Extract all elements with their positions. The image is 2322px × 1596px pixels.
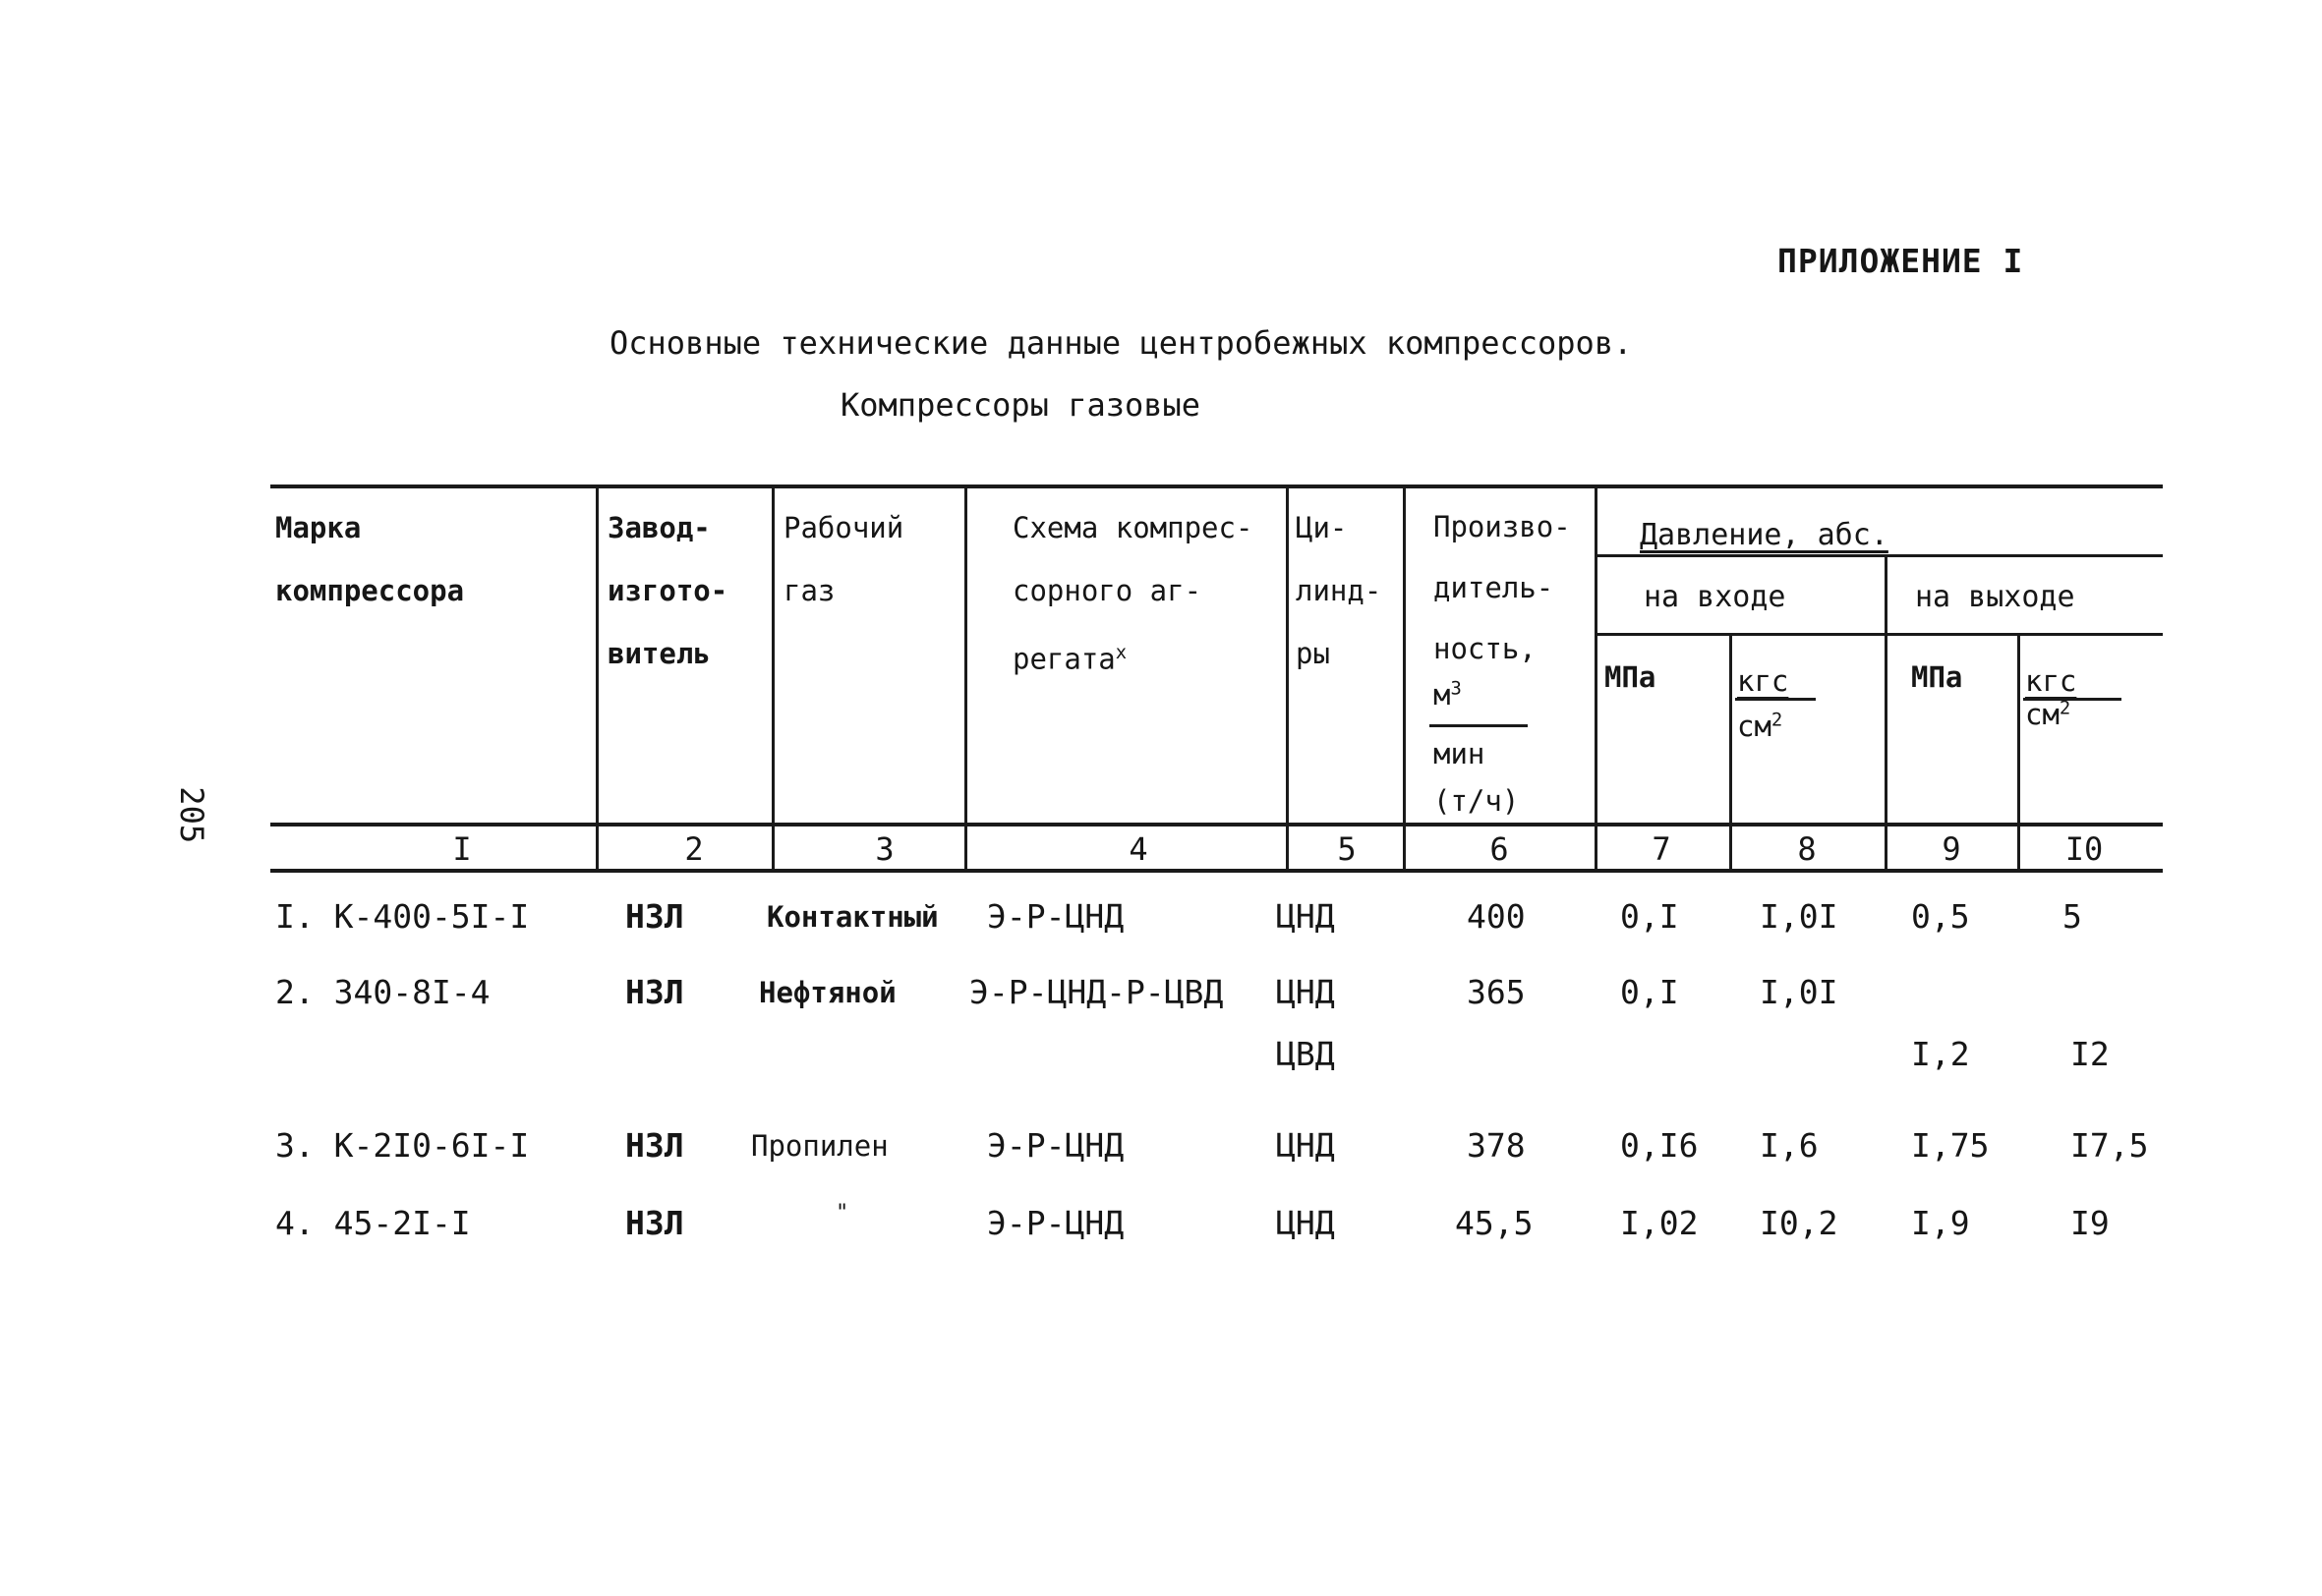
cell-inlet-mpa: 0,I6 [1620, 1126, 1699, 1165]
cell-capacity: 45,5 [1455, 1204, 1534, 1242]
cell-inlet-mpa: I,02 [1620, 1204, 1699, 1242]
cell-capacity: 378 [1467, 1126, 1526, 1165]
capacity-unit-denominator: мин [1433, 737, 1485, 770]
cell-mark: 2. 340-8I-4 [275, 973, 491, 1011]
cell-cylinders: ЦНД [1276, 1126, 1335, 1165]
capacity-unit-fraction-line [1429, 724, 1528, 727]
cell-mark: 4. 45-2I-I [275, 1204, 471, 1242]
table-title: Основные технические данные центробежных компрессоров. [610, 324, 1633, 362]
header-outlet: на выходе [1915, 580, 2075, 614]
cell-outlet-kgs: I9 [2070, 1204, 2110, 1242]
cell-outlet-mpa: I,2 [1911, 1035, 1970, 1073]
column-number: 5 [1337, 830, 1357, 868]
cell-scheme: Э-Р-ЦНД-Р-ЦВД [969, 973, 1224, 1011]
header-compressor-mark: Марка компрессора [275, 511, 465, 607]
header-manufacturer: Завод- изгото- витель [608, 511, 728, 670]
rule-top [270, 484, 2163, 488]
col-divider [1595, 486, 1597, 871]
column-number: 8 [1797, 830, 1817, 868]
cell-outlet-mpa: I,75 [1911, 1126, 1990, 1165]
cell-factory: НЗЛ [625, 1204, 684, 1242]
cell-cylinders: ЦВД [1276, 1035, 1335, 1073]
column-number: 7 [1652, 830, 1671, 868]
cell-scheme: Э-Р-ЦНД [987, 897, 1125, 936]
col-divider [1729, 635, 1732, 871]
table-subtitle: Компрессоры газовые [841, 386, 1201, 424]
header-unit-scheme: Схема компрес- сорного аг- регата$^х$ [1013, 511, 1253, 676]
cell-factory: НЗЛ [625, 897, 684, 936]
header-inlet: на входе [1644, 580, 1786, 614]
col-divider [1286, 486, 1289, 871]
cell-outlet-kgs: I7,5 [2070, 1126, 2149, 1165]
cell-outlet-mpa: 0,5 [1911, 897, 1970, 936]
cell-inlet-kgs: I,6 [1760, 1126, 1819, 1165]
rule-inlet-outlet [1596, 633, 2163, 636]
header-working-gas: Рабочий газ [784, 511, 904, 607]
cell-gas-ditto: " [836, 1201, 849, 1226]
column-number: 9 [1942, 830, 1961, 868]
page-number: 205 [173, 786, 211, 844]
cell-capacity: 400 [1467, 897, 1526, 936]
header-capacity: Произво- дитель- ность, [1433, 510, 1571, 665]
cell-cylinders: ЦНД [1276, 973, 1335, 1011]
cell-gas: Пропилен [751, 1129, 889, 1163]
col-divider [1403, 486, 1406, 871]
cell-inlet-mpa: 0,I [1620, 897, 1679, 936]
header-outlet-kgs-den: $см^2$ [2025, 698, 2071, 731]
cell-scheme: Э-Р-ЦНД [987, 1126, 1125, 1165]
cell-cylinders: ЦНД [1276, 897, 1335, 936]
capacity-unit-alt: (т/ч) [1433, 784, 1520, 818]
capacity-unit-numerator: $м^3$ [1433, 678, 1462, 712]
header-inlet-kgs: кгс [1737, 664, 1789, 698]
col-divider [596, 486, 599, 871]
col-divider [1885, 556, 1887, 871]
rule-pressure [1596, 554, 2163, 557]
header-pressure: Давление, абс. [1640, 518, 1888, 552]
cell-scheme: Э-Р-ЦНД [987, 1204, 1125, 1242]
cell-inlet-kgs: I,0I [1760, 973, 1838, 1011]
cell-gas: Контактный [767, 900, 939, 934]
cell-factory: НЗЛ [625, 973, 684, 1011]
cell-mark: I. К-400-5I-I [275, 897, 530, 936]
column-number: 3 [875, 830, 895, 868]
cell-cylinders: ЦНД [1276, 1204, 1335, 1242]
cell-outlet-kgs: I2 [2070, 1035, 2110, 1073]
cell-gas: Нефтяной [759, 976, 897, 1009]
column-number: 6 [1489, 830, 1509, 868]
cell-factory: НЗЛ [625, 1126, 684, 1165]
inlet-kgs-fraction-line [1735, 698, 1816, 701]
header-outlet-mpa: МПа [1911, 660, 1963, 694]
col-divider [2017, 635, 2020, 871]
column-number: I0 [2064, 830, 2104, 868]
appendix-label: ПРИЛОЖЕНИЕ I [1777, 242, 2024, 280]
header-outlet-kgs: кгс [2025, 664, 2077, 698]
column-number: 4 [1129, 830, 1148, 868]
col-divider [772, 486, 775, 871]
cell-inlet-kgs: I,0I [1760, 897, 1838, 936]
column-number: I [452, 830, 472, 868]
rule-header-bottom [270, 823, 2163, 826]
cell-outlet-mpa: I,9 [1911, 1204, 1970, 1242]
header-inlet-kgs-den: $см^2$ [1737, 710, 1783, 743]
cell-outlet-kgs: 5 [2062, 897, 2082, 936]
cell-inlet-kgs: I0,2 [1760, 1204, 1838, 1242]
col-divider [964, 486, 967, 871]
cell-mark: 3. К-2I0-6I-I [275, 1126, 530, 1165]
cell-capacity: 365 [1467, 973, 1526, 1011]
header-inlet-mpa: МПа [1604, 660, 1656, 694]
column-number: 2 [684, 830, 704, 868]
cell-inlet-mpa: 0,I [1620, 973, 1679, 1011]
header-cylinders: Ци- линд- ры [1296, 511, 1382, 670]
rule-colnum-bottom [270, 869, 2163, 873]
